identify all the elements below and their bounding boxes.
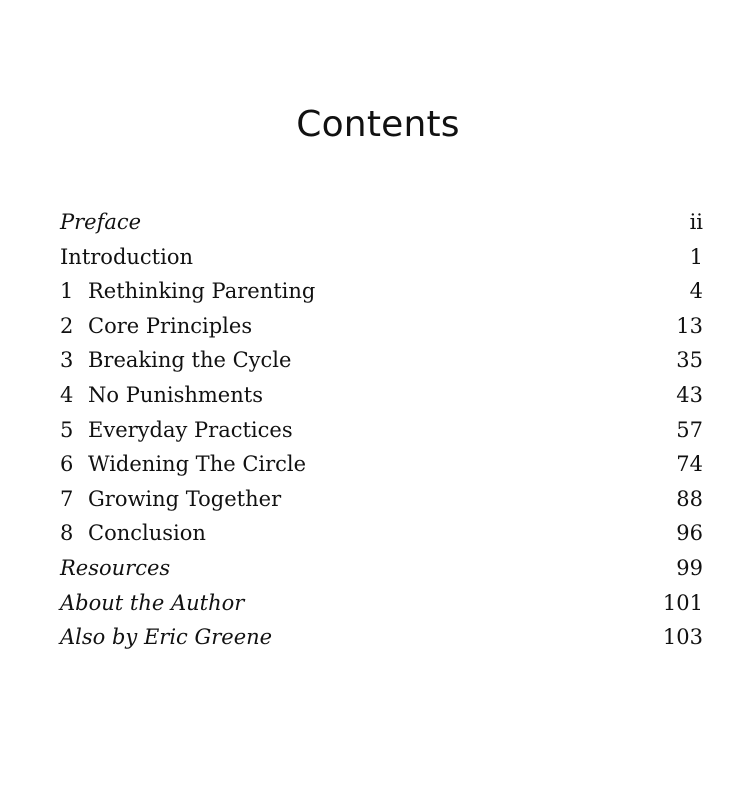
chapter-number: 3 [60,348,74,373]
toc-entry-resources[interactable] [60,551,703,586]
chapter-number: 7 [60,486,74,511]
toc-entry-label: About the Author [60,590,245,615]
chapter-number: 6 [60,452,74,477]
toc-entry-chapter-4[interactable] [60,378,703,413]
toc-entry-label: Everyday Practices [88,417,293,442]
toc-entry-chapter-2[interactable] [60,309,703,344]
chapter-number: 4 [60,382,74,407]
toc-entry-label: Conclusion [88,521,206,546]
toc-entry-label: Introduction [60,244,193,269]
toc-entry-page-number: 35 [676,348,703,373]
toc-entry-page-number: 99 [676,555,703,580]
table-of-contents [60,205,703,655]
toc-entry-label: Also by Eric Greene [60,625,273,650]
toc-entry-label: Rethinking Parenting [88,279,316,304]
toc-entry-page-number: 4 [689,279,703,304]
toc-entry-label: Breaking the Cycle [88,348,292,373]
toc-entry-chapter-1[interactable] [60,274,703,309]
toc-entry-page-number: 88 [676,486,703,511]
toc-entry-page-number: 13 [676,313,703,338]
toc-entry-label: Resources [60,555,171,580]
toc-entry-page-number: 103 [662,625,703,650]
page-title: Contents [296,104,460,145]
toc-entry-page-number: 43 [676,382,703,407]
toc-entry-page-number: 57 [676,417,703,442]
toc-entry-label: Growing Together [88,486,282,511]
toc-entry-page-number: 96 [676,521,703,546]
toc-entry-about-the-author[interactable] [60,586,703,621]
toc-entry-chapter-3[interactable] [60,343,703,378]
toc-entry-chapter-7[interactable] [60,482,703,517]
toc-entry-page-number: 74 [676,452,703,477]
toc-entry-chapter-6[interactable] [60,447,703,482]
toc-entry-label: No Punishments [88,382,263,407]
toc-entry-page-number: 1 [689,244,703,269]
toc-entry-preface[interactable] [60,205,703,240]
chapter-number: 8 [60,521,74,546]
toc-entry-also-by[interactable] [60,620,703,655]
toc-entry-page-number: ii [689,210,703,234]
toc-entry-label: Core Principles [88,313,253,338]
toc-entry-label: Preface [60,210,142,234]
toc-entry-introduction[interactable] [60,240,703,275]
toc-entry-label: Widening The Circle [88,452,307,477]
toc-entry-chapter-8[interactable] [60,516,703,551]
toc-entry-chapter-5[interactable] [60,413,703,448]
chapter-number: 2 [60,313,74,338]
chapter-number: 1 [60,279,74,304]
chapter-number: 5 [60,417,74,442]
toc-entry-page-number: 101 [662,590,703,615]
